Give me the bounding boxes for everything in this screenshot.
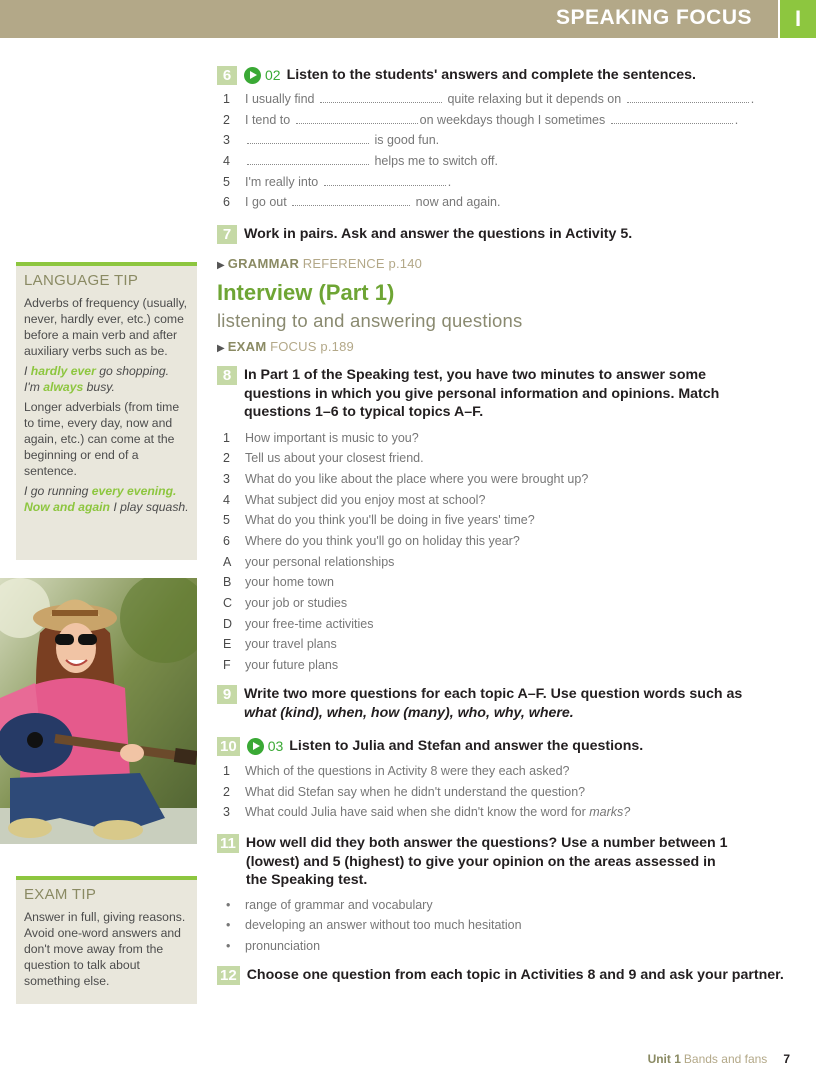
triangle-right-icon: ▶ [217, 343, 225, 354]
list-item: D your free-time activities [223, 616, 374, 631]
activity-instruction: Choose one question from each topic in Activities 8 and 9 and ask your partner. [246, 967, 784, 983]
section-title: SPEAKING FOCUS [555, 6, 752, 29]
language-tip-paragraph-1: Adverbs of frequency (usually, never, hardly ever, etc.) come before a main verb and after auxiliary verbs such as be. [24, 296, 188, 358]
triangle-right-icon: ▶ [217, 260, 225, 271]
list-item: 2 Tell us about your closest friend. [223, 451, 424, 466]
activity-instruction: Listen to the students' answers and complete the sentences. [286, 67, 696, 83]
list-item: 5 I'm really into . [223, 174, 452, 189]
language-tip-example-2: I go running every evening. Now and again I play squash. [24, 484, 189, 514]
audio-track-number: 02 [265, 67, 281, 83]
list-item: 1 I usually find quite relaxing but it depends on . [223, 92, 755, 106]
audio-play-icon[interactable] [244, 67, 261, 84]
list-item: 2 What did Stefan say when he didn't understand the question? [223, 784, 586, 799]
list-item: 4 helps me to switch off. [223, 154, 498, 169]
exam-tip-text: Answer in full, giving reasons. Avoid one-word answers and don't move away from the question to talk about something else. [24, 910, 186, 988]
activity-instruction: Listen to Julia and Stefan and answer the questions. [289, 738, 644, 754]
section-heading [217, 279, 797, 333]
list-item: E your travel plans [223, 637, 337, 652]
footer-unit-name: Bands and fans [683, 1052, 768, 1066]
list-item: 1 How important is music to you? [223, 430, 419, 445]
activity-instruction: Work in pairs. Ask and answer the questions in Activity 5. [244, 226, 633, 242]
activity-number: 8 [217, 366, 237, 385]
list-item: • pronunciation [226, 938, 321, 953]
exam-tip-box [16, 876, 197, 1004]
list-item: 1 Which of the questions in Activity 8 were they each asked? [223, 764, 570, 778]
activity-number: 12 [217, 966, 240, 985]
activity-12 [217, 966, 797, 985]
language-tip-title: LANGUAGE TIP [24, 272, 139, 289]
list-item: F your future plans [223, 658, 339, 673]
page-number: 7 [783, 1052, 790, 1066]
activity-9 [217, 685, 797, 722]
activity-10 [217, 737, 797, 823]
activity-instruction: Write two more questions for each topic A–F. Use question words such as what (kind), when, how (many), who, why, where. [244, 686, 743, 721]
list-item: A your personal relationships [223, 554, 395, 569]
exam-focus-link[interactable]: ▶ EXAM FOCUS p.189 [217, 339, 354, 354]
activity-7 [217, 225, 797, 244]
page-footer [648, 1052, 790, 1066]
list-item: 5 What do you think you'll be doing in five years' time? [223, 513, 535, 528]
section-heading-subtitle: listening to and answering questions [217, 310, 523, 331]
list-item: • developing an answer without too much hesitation [226, 918, 522, 933]
activity-instruction: How well did they both answer the questions? Use a number between 1 (lowest) and 5 (highest) to give your opinion on the areas assessed in the Speaking test. [245, 835, 728, 888]
activity-number: 7 [217, 225, 237, 244]
header-band [0, 0, 816, 38]
language-tip-example-1: I hardly ever go shopping. I'm always busy. [24, 364, 170, 394]
list-item: 3 What could Julia have said when she didn't know the word for marks? [223, 805, 631, 820]
list-item: • range of grammar and vocabulary [226, 897, 433, 912]
list-item: 2 I tend to on weekdays though I sometimes . [223, 112, 739, 127]
language-tip-box [16, 262, 197, 560]
audio-track-number: 03 [267, 738, 284, 754]
list-item: 3 What do you like about the place where you were brought up? [223, 471, 589, 486]
list-item: 3 is good fun. [223, 133, 440, 148]
unit-number-box: I [778, 0, 816, 38]
language-tip-paragraph-2: Longer adverbials (from time to time, every day, now and again, etc.) can come at the beginning or end of a sentence. [24, 400, 180, 478]
activity-6 [217, 66, 797, 213]
list-item: 6 I go out now and again. [223, 195, 501, 210]
activity-11 [217, 834, 797, 957]
list-item: 6 Where do you think you'll go on holiday this year? [223, 533, 520, 548]
grammar-reference-link[interactable]: ▶ GRAMMAR REFERENCE p.140 [217, 256, 423, 271]
activity-8 [217, 366, 797, 676]
section-heading-title: Interview (Part 1) [217, 280, 395, 305]
activity-number: 6 [217, 66, 237, 85]
list-item: C your job or studies [223, 596, 348, 610]
exam-tip-title: EXAM TIP [24, 886, 97, 903]
activity-number: 9 [217, 685, 237, 704]
activity-number: 10 [217, 737, 240, 756]
list-item: 4 What subject did you enjoy most at school? [223, 492, 486, 507]
footer-unit: Unit 1 [647, 1052, 681, 1066]
audio-play-icon[interactable] [247, 738, 264, 755]
student-guitar-photo [0, 578, 197, 844]
activity-number: 11 [217, 834, 239, 853]
activity-instruction: In Part 1 of the Speaking test, you have two minutes to answer some questions in which you give personal information and opinions. Match questions 1–6 to typical topics A–F. [244, 367, 720, 420]
list-item: B your home town [223, 575, 334, 590]
